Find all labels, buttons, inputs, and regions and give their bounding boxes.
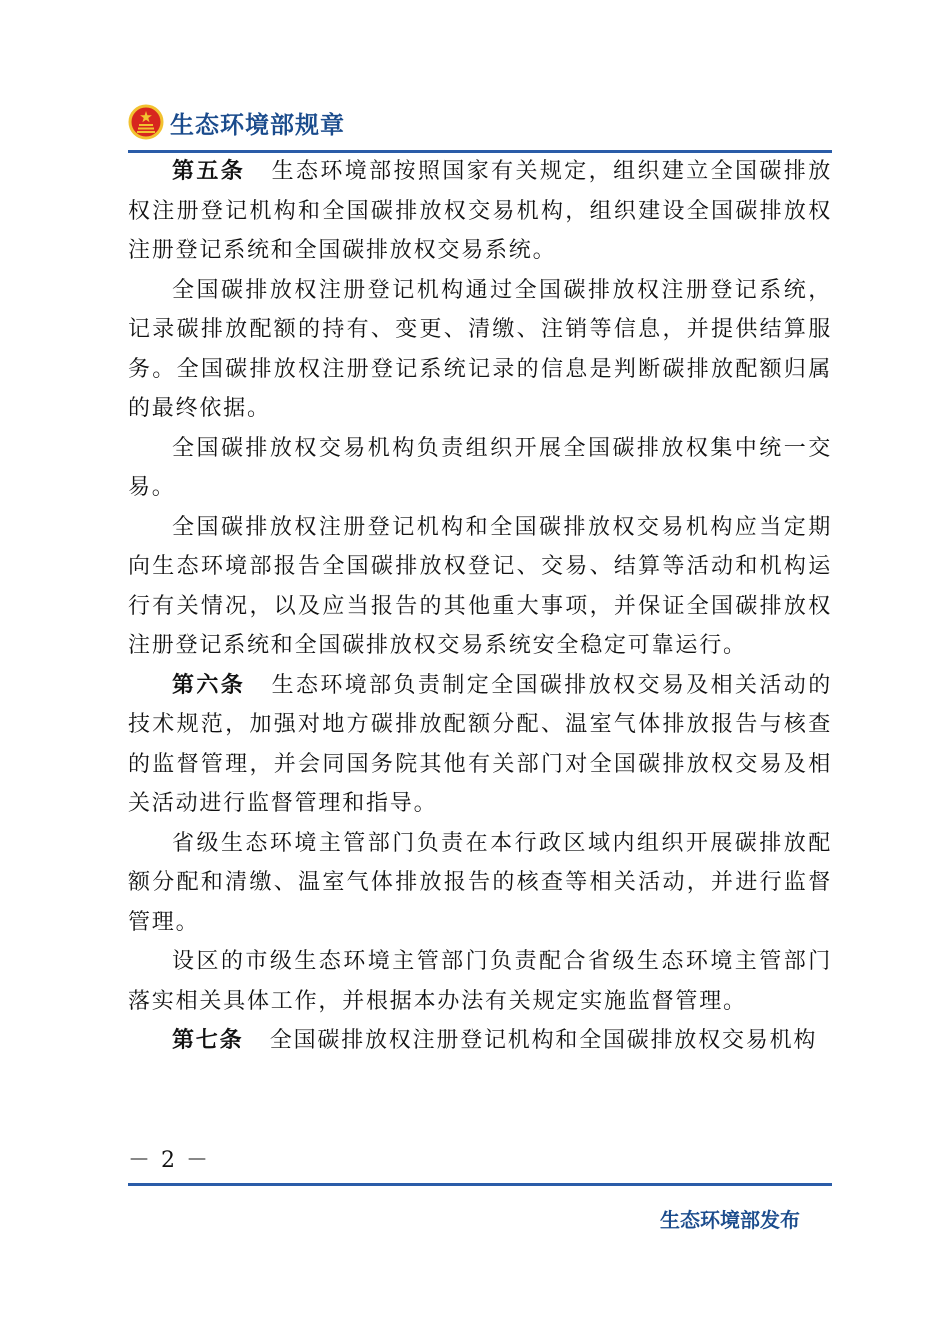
document-body: [128, 152, 832, 1061]
article-label: 第七条: [172, 1028, 244, 1053]
article-label: 第六条: [172, 672, 246, 698]
paragraph: [128, 666, 832, 824]
paragraph: [128, 429, 832, 508]
paragraph-text: 全国碳排放权注册登记机构通过全国碳排放权注册登记系统，记录碳排放配额的持有、变更、清缴、注销等信息，并提供结算服务。全国碳排放权注册登记系统记录的信息是判断碳排放配额归属的最终依据。: [128, 277, 832, 421]
footer-divider: [128, 1183, 832, 1186]
paragraph-text: 生态环境部按照国家有关规定，组织建立全国碳排放权注册登记机构和全国碳排放权交易机构，组织建设全国碳排放权注册登记系统和全国碳排放权交易系统。: [128, 159, 833, 263]
paragraph-text: 全国碳排放权注册登记机构和全国碳排放权交易机构应当定期向生态环境部报告全国碳排放权登记、交易、结算等活动和机构运行有关情况，以及应当报告的其他重大事项，并保证全国碳排放权注册登记系统和全国碳排放权交易系统安全稳定可靠运行。: [128, 514, 832, 658]
paragraph-text: 全国碳排放权交易机构负责组织开展全国碳排放权集中统一交易。: [128, 435, 832, 500]
paragraph-text: 省级生态环境主管部门负责在本行政区域内组织开展碳排放配额分配和清缴、温室气体排放报告的核查等相关活动，并进行监督管理。: [128, 830, 832, 935]
paragraph-text: 全国碳排放权注册登记机构和全国碳排放权交易机构: [269, 1028, 818, 1053]
paragraph: [128, 824, 832, 943]
paragraph: [128, 508, 832, 666]
paragraph-text: 生态环境部负责制定全国碳排放权交易及相关活动的技术规范，加强对地方碳排放配额分配、温室气体排放报告与核查的监督管理，并会同国务院其他有关部门对全国碳排放权交易及相关活动进行监督管理和指导。: [128, 672, 833, 816]
page-number: － 2 －: [128, 1148, 210, 1173]
publisher-label: 生态环境部发布: [660, 1208, 800, 1232]
paragraph: [128, 1021, 832, 1061]
paragraph: [128, 942, 832, 1021]
header-title: 生态环境部规章: [170, 110, 345, 139]
paragraph: [128, 152, 832, 271]
paragraph: [128, 271, 832, 429]
paragraph-text: 设区的市级生态环境主管部门负责配合省级生态环境主管部门落实相关具体工作，并根据本办法有关规定实施监督管理。: [128, 949, 832, 1014]
national-emblem-icon: [128, 104, 164, 140]
article-label: 第五条: [172, 159, 246, 184]
page-header: [128, 100, 345, 144]
